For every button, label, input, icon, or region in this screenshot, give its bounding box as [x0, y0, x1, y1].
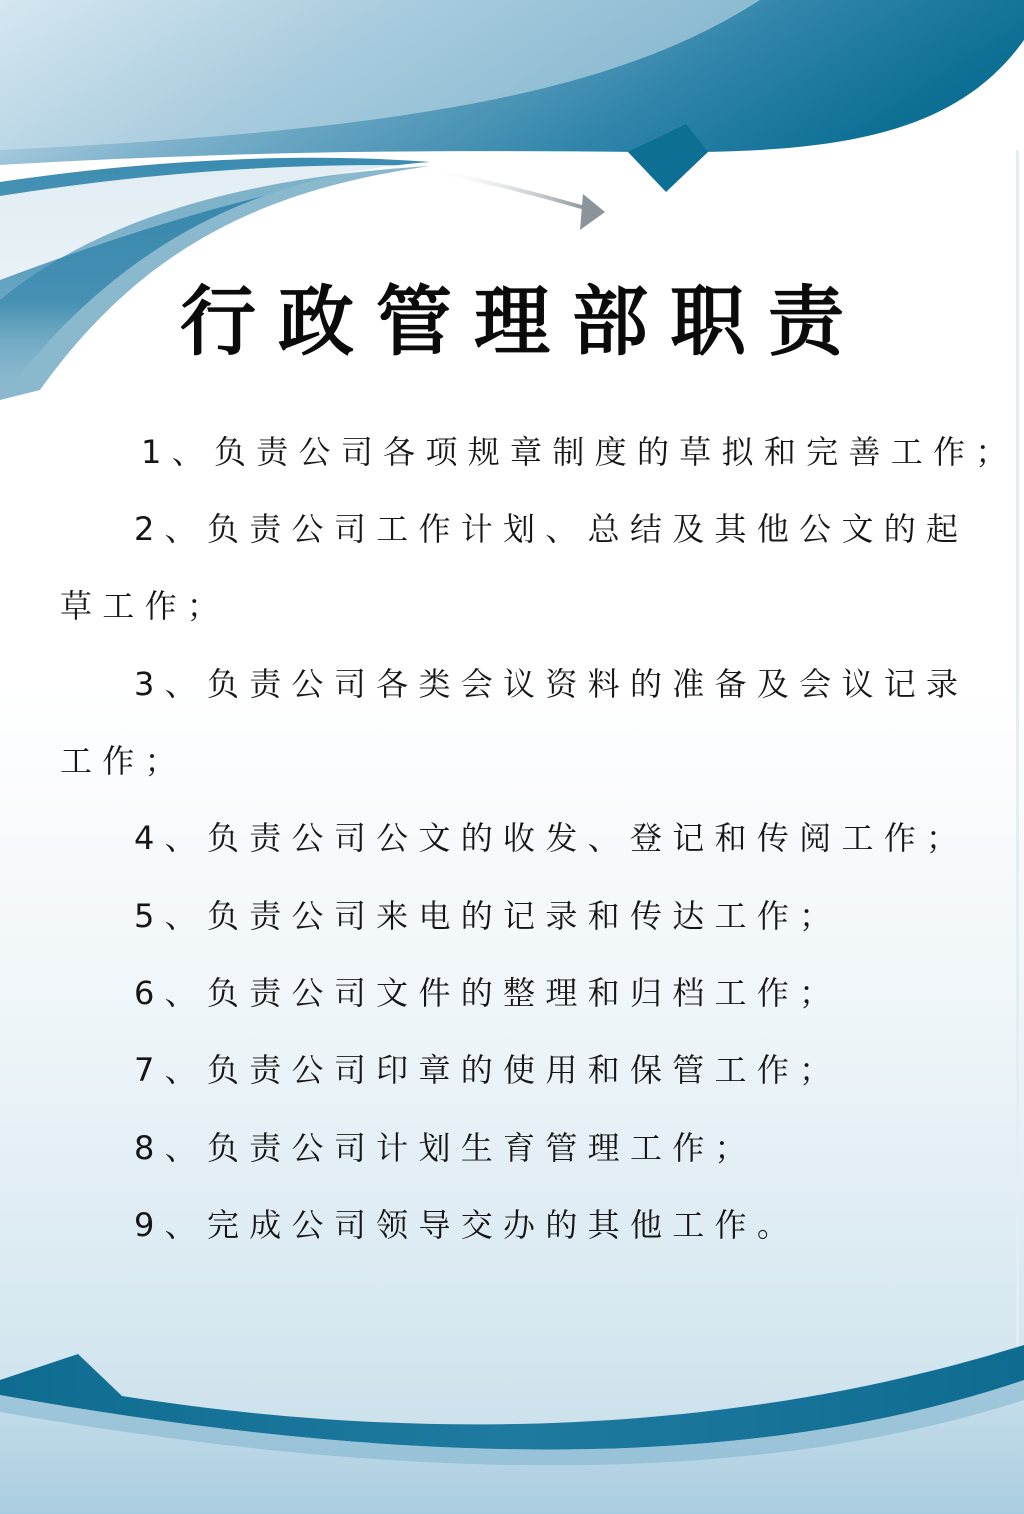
duty-line-5: 5、负责公司来电的记录和传达工作；: [134, 897, 842, 935]
duty-line-4: 4、负责公司公文的收发、登记和传阅工作；: [134, 819, 969, 857]
duty-line-9: 9、完成公司领导交办的其他工作。: [134, 1206, 800, 1244]
duty-line-7: 7、负责公司印章的使用和保管工作；: [134, 1051, 842, 1089]
duty-line-1: 1、负责公司各项规章制度的草拟和完善工作；: [141, 433, 1018, 471]
duty-line-8: 8、负责公司计划生育管理工作；: [134, 1129, 757, 1167]
page-title: 行政管理部职责: [180, 277, 866, 366]
duty-line-6: 6、负责公司文件的整理和归档工作；: [134, 974, 842, 1012]
duty-line-3: 3、负责公司各类会议资料的准备及会议记录: [134, 665, 969, 703]
duty-line-2-cont: 草工作；: [60, 587, 230, 625]
duty-line-2: 2、负责公司工作计划、总结及其他公文的起: [134, 510, 969, 548]
duty-line-3-cont: 工作；: [60, 742, 187, 780]
